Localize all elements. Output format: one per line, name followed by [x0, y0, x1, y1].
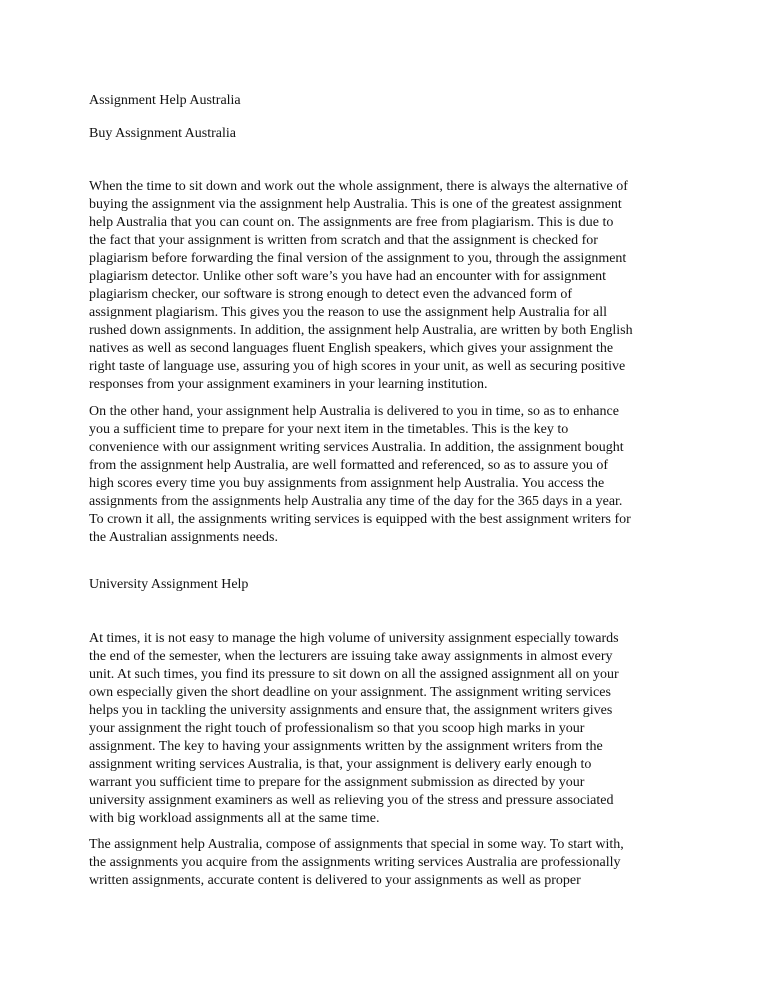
- paragraph-line: right taste of language use, assuring you of high scores in your unit, as well as securing positive: [89, 359, 626, 374]
- paragraph-3: [89, 630, 689, 828]
- paragraph-line: convenience with our assignment writing services Australia. In addition, the assignment bought: [89, 440, 624, 455]
- paragraph-line: from the assignment help Australia, are well formatted and referenced, so as to assure you of: [89, 458, 608, 473]
- paragraph-4: [89, 836, 689, 890]
- paragraph-line: the fact that your assignment is written from scratch and that the assignment is checked for: [89, 233, 598, 248]
- paragraph-line: help Australia that you can count on. The assignments are free from plagiarism. This is due to: [89, 215, 614, 230]
- paragraph-line: plagiarism before forwarding the final version of the assignment to you, through the assignment: [89, 251, 627, 266]
- document-title: Assignment Help Australia: [89, 93, 241, 108]
- paragraph-line: plagiarism checker, our software is strong enough to detect even the advanced form of: [89, 287, 573, 302]
- paragraph-line: unit. At such times, you find its pressure to sit down on all the assigned assignment all on your: [89, 667, 619, 682]
- paragraph-line: written assignments, accurate content is delivered to your assignments as well as proper: [89, 873, 581, 888]
- paragraph-line: When the time to sit down and work out the whole assignment, there is always the alternative of: [89, 179, 628, 194]
- paragraph-1: [89, 178, 689, 394]
- paragraph-line: you a sufficient time to prepare for your next item in the timetables. This is the key to: [89, 422, 569, 437]
- paragraph-line: university assignment examiners as well as relieving you of the stress and pressure associated: [89, 793, 614, 808]
- paragraph-line: natives as well as second languages fluent English speakers, which gives your assignment the: [89, 341, 614, 356]
- paragraph-line: helps you in tackling the university assignments and ensure that, the assignment writers gives: [89, 703, 613, 718]
- paragraph-line: own especially given the short deadline on your assignment. The assignment writing services: [89, 685, 611, 700]
- paragraph-line: plagiarism detector. Unlike other soft ware’s you have had an encounter with for assignment: [89, 269, 607, 284]
- document-subtitle: Buy Assignment Australia: [89, 126, 236, 141]
- paragraph-line: your assignment the right touch of professionalism so that you scoop high marks in your: [89, 721, 585, 736]
- paragraph-line: responses from your assignment examiners in your learning institution.: [89, 377, 488, 392]
- paragraph-2: [89, 403, 689, 547]
- paragraph-line: assignment plagiarism. This gives you the reason to use the assignment help Australia for all: [89, 305, 608, 320]
- paragraph-line: assignment writing services Australia, is that, your assignment is delivery early enough to: [89, 757, 592, 772]
- paragraph-line: The assignment help Australia, compose of assignments that special in some way. To start with,: [89, 837, 624, 852]
- paragraph-line: high scores every time you buy assignments from assignment help Australia. You access the: [89, 476, 605, 491]
- paragraph-line: buying the assignment via the assignment help Australia. This is one of the greatest assignment: [89, 197, 622, 212]
- paragraph-line: the assignments you acquire from the assignments writing services Australia are professionally: [89, 855, 621, 870]
- section-heading: University Assignment Help: [89, 577, 249, 592]
- paragraph-line: On the other hand, your assignment help Australia is delivered to you in time, so as to enhance: [89, 404, 619, 419]
- paragraph-line: assignments from the assignments help Australia any time of the day for the 365 days in a year.: [89, 494, 623, 509]
- paragraph-line: the end of the semester, when the lecturers are issuing take away assignments in almost every: [89, 649, 613, 664]
- paragraph-line: assignment. The key to having your assignments written by the assignment writers from the: [89, 739, 603, 754]
- paragraph-line: rushed down assignments. In addition, the assignment help Australia, are written by both English: [89, 323, 633, 338]
- paragraph-line: To crown it all, the assignments writing services is equipped with the best assignment writers for: [89, 512, 631, 527]
- paragraph-line: the Australian assignments needs.: [89, 530, 278, 545]
- paragraph-line: with big workload assignments all at the same time.: [89, 811, 380, 826]
- paragraph-line: warrant you sufficient time to prepare for the assignment submission as directed by your: [89, 775, 585, 790]
- paragraph-line: At times, it is not easy to manage the high volume of university assignment especially towards: [89, 631, 619, 646]
